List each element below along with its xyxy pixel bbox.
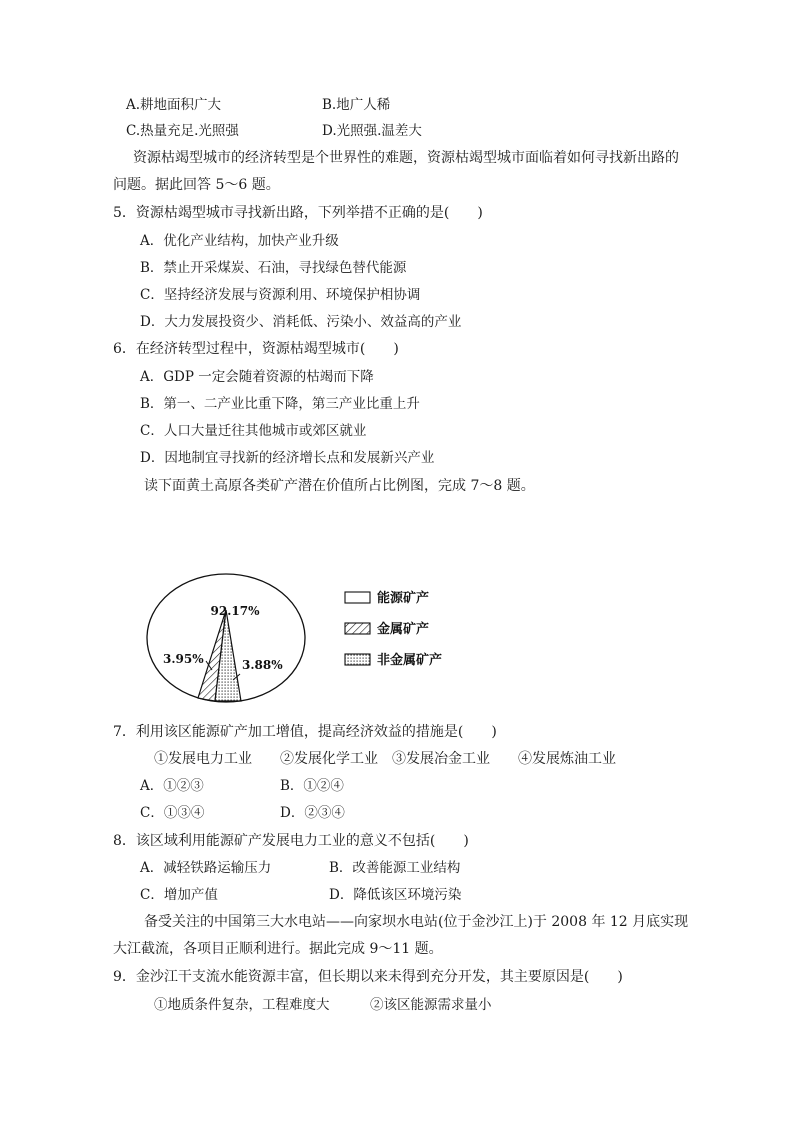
intro-9-11-line2: 大江截流，各项目正顺利进行。据此完成 9～11 题。: [113, 941, 443, 957]
q4-option-b: B.地广人稀: [322, 97, 391, 113]
pie-label-非金属矿产: 3.88%: [242, 658, 283, 672]
intro-5-6-line2: 问题。据此回答 5～6 题。: [113, 177, 280, 193]
legend-swatch-金属矿产: [345, 623, 370, 634]
q9-stem: 9．金沙江干支流水能资源丰富，但长期以来未得到充分开发，其主要原因是( ): [113, 969, 623, 985]
intro-7-8: 读下面黄土高原各类矿产潜在价值所占比例图，完成 7～8 题。: [144, 478, 535, 494]
q4-option-d: D.光照强.温差大: [322, 123, 422, 139]
q9-item-2: ②该区能源需求量小: [370, 997, 492, 1013]
q8-option-d: D．降低该区环境污染: [329, 887, 462, 903]
legend-swatch-能源矿产: [345, 592, 370, 603]
q9-item-1: ①地质条件复杂，工程难度大: [154, 997, 330, 1013]
q8-stem: 8．该区域利用能源矿产发展电力工业的意义不包括( ): [113, 833, 469, 849]
legend-label-能源矿产: 能源矿产: [377, 591, 430, 606]
pie-label-金属矿产: 3.95%: [163, 652, 204, 666]
q6-option-c: C．人口大量迁往其他城市或郊区就业: [140, 423, 367, 439]
intro-9-11-line1: 备受关注的中国第三大水电站——向家坝水电站(位于金沙江上)于 2008 年 12 月底实现: [144, 914, 689, 930]
q8-option-c: C．增加产值: [140, 887, 218, 903]
q7-items: ①发展电力工业 ②发展化学工业 ③发展冶金工业 ④发展炼油工业: [154, 751, 616, 767]
mineral-value-pie-chart: [140, 570, 480, 720]
q6-stem: 6．在经济转型过程中，资源枯竭型城市( ): [113, 341, 399, 357]
q7-option-d: D．②③④: [280, 805, 345, 821]
q6-option-d: D．因地制宜寻找新的经济增长点和发展新兴产业: [140, 450, 435, 466]
q5-option-a: A．优化产业结构，加快产业升级: [140, 233, 339, 249]
q8-option-a: A．减轻铁路运输压力: [140, 860, 272, 876]
legend-label-非金属矿产: 非金属矿产: [377, 653, 443, 668]
q6-option-a: A．GDP 一定会随着资源的枯竭而下降: [140, 369, 374, 385]
intro-5-6-line1: 资源枯竭型城市的经济转型是个世界性的难题，资源枯竭型城市面临着如何寻找新出路的: [133, 150, 679, 166]
q7-option-a: A．①②③: [140, 778, 204, 794]
q7-stem: 7．利用该区能源矿产加工增值，提高经济效益的措施是( ): [113, 724, 497, 740]
q6-option-b: B．第一、二产业比重下降，第三产业比重上升: [140, 396, 420, 412]
q5-option-c: C．坚持经济发展与资源利用、环境保护相协调: [140, 287, 421, 303]
q7-option-c: C．①③④: [140, 805, 205, 821]
q4-option-a: A.耕地面积广大: [126, 97, 222, 113]
pie-label-能源矿产: 92.17%: [210, 604, 260, 618]
q8-option-b: B．改善能源工业结构: [329, 860, 461, 876]
q4-option-c: C.热量充足.光照强: [126, 123, 239, 139]
legend-swatch-非金属矿产: [345, 654, 370, 665]
q5-option-b: B．禁止开采煤炭、石油，寻找绿色替代能源: [140, 260, 407, 276]
legend-label-金属矿产: 金属矿产: [377, 622, 430, 637]
q5-option-d: D．大力发展投资少、消耗低、污染小、效益高的产业: [140, 314, 462, 330]
q7-option-b: B．①②④: [280, 778, 344, 794]
q5-stem: 5．资源枯竭型城市寻找新出路，下列举措不正确的是( ): [113, 205, 483, 221]
